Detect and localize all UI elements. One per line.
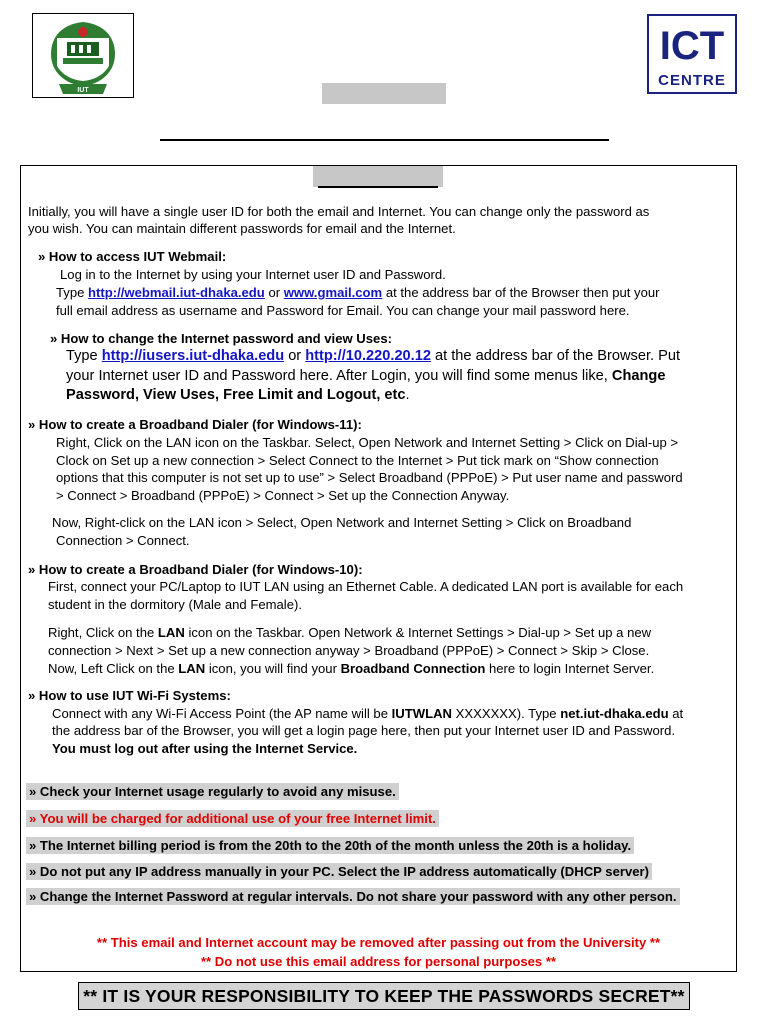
title-underline — [160, 139, 609, 141]
intro-line-2: you wish. You can maintain different passwords for email and the Internet. — [28, 221, 456, 236]
redacted-subtitle — [313, 166, 443, 187]
warning-removal: ** This email and Internet account may be removed after passing out from the University ** — [96, 935, 661, 950]
password-heading: » How to change the Internet password and view Uses: — [50, 331, 392, 346]
webmail-link[interactable]: http://webmail.iut-dhaka.edu — [88, 285, 265, 300]
win11-line-3: options that this computer is not set up to use” > Select Broadband (PPPoE) > Put user name and password — [56, 470, 683, 485]
win10-line-5: Now, Left Click on the LAN icon, you will find your Broadband Connection here to login Internet Server. — [48, 661, 655, 676]
win10-line-4: connection > Next > Set up a new connection anyway > Broadband (PPPoE) > Connect > Skip > Close. — [48, 643, 650, 658]
webmail-line-1: Log in to the Internet by using your Internet user ID and Password. — [60, 267, 446, 282]
iut-seal-icon — [33, 14, 133, 97]
iusers-link[interactable]: http://iusers.iut-dhaka.edu — [101, 348, 285, 364]
win10-line-2: student in the dormitory (Male and Female). — [48, 597, 302, 612]
note-usage: » Check your Internet usage regularly to avoid any misuse. — [26, 783, 399, 801]
win11-line-4: > Connect > Broadband (PPPoE) > Connect > Set up the Connection Anyway. — [56, 488, 510, 503]
webmail-line-3: full email address as username and Password for Email. You can change your mail password here. — [56, 303, 630, 318]
win11-heading: » How to create a Broadband Dialer (for Windows-11): — [28, 417, 362, 432]
iut-seal-label: IUT — [77, 87, 89, 94]
note-billing: » The Internet billing period is from the 20th to the 20th of the month unless the 20th is a holiday. — [26, 837, 634, 855]
note-password: » Change the Internet Password at regular intervals. Do not share your password with any other person. — [26, 888, 680, 906]
wifi-heading: » How to use IUT Wi-Fi Systems: — [28, 688, 231, 703]
ict-centre-icon — [646, 13, 738, 95]
webmail-line-2: Type http://webmail.iut-dhaka.edu or www.gmail.com at the address bar of the Browser then put your — [56, 285, 660, 300]
password-line-2: your Internet user ID and Password here. After Login, you will find some menus like, Change — [66, 368, 666, 384]
wifi-line-3: You must log out after using the Internet Service. — [52, 741, 358, 756]
redacted-title — [322, 83, 446, 104]
intro-line-1: Initially, you will have a single user ID for both the email and Internet. You can change only the password as — [28, 204, 650, 219]
wifi-line-2: the address bar of the Browser, you will get a login page here, then put your Internet user ID and Password. — [52, 723, 676, 738]
win11-line-5: Now, Right-click on the LAN icon > Select, Open Network and Internet Setting > Click on Broadband — [52, 515, 632, 530]
warning-personal: ** Do not use this email address for personal purposes ** — [200, 954, 557, 969]
gmail-link[interactable]: www.gmail.com — [283, 285, 383, 300]
win10-line-1: First, connect your PC/Laptop to IUT LAN using an Ethernet Cable. A dedicated LAN port is available for each — [48, 579, 684, 594]
win11-line-2: Clock on Set up a new connection > Select Connect to the Internet > Put tick mark on “Show connection — [56, 453, 659, 468]
ict-logo-text: ICT — [659, 24, 725, 68]
iut-logo-box — [32, 13, 134, 98]
subtitle-underline — [318, 186, 438, 188]
password-line-3: Password, View Uses, Free Limit and Logout, etc. — [66, 387, 410, 403]
footer-banner: ** IT IS YOUR RESPONSIBILITY TO KEEP THE PASSWORDS SECRET** — [78, 982, 690, 1010]
ip-link[interactable]: http://10.220.20.12 — [305, 348, 431, 364]
win10-line-3: Right, Click on the LAN icon on the Taskbar. Open Network & Internet Settings > Dial-up > Set up a new — [48, 625, 652, 640]
note-charge: » You will be charged for additional use of your free Internet limit. — [26, 810, 439, 828]
centre-logo-text: CENTRE — [658, 72, 726, 89]
win11-line-6: Connection > Connect. — [56, 533, 190, 548]
win10-heading: » How to create a Broadband Dialer (for Windows-10): — [28, 562, 363, 577]
webmail-heading: » How to access IUT Webmail: — [38, 249, 227, 264]
ict-centre-logo — [646, 13, 738, 95]
win11-line-1: Right, Click on the LAN icon on the Taskbar. Select, Open Network and Internet Setting > Click on Dial-up > — [56, 435, 679, 450]
note-ip: » Do not put any IP address manually in your PC. Select the IP address automatically (DHCP server) — [26, 863, 652, 881]
password-line-1: Type http://iusers.iut-dhaka.edu or http://10.220.20.12 at the address bar of the Browser. Put — [66, 348, 681, 364]
wifi-line-1: Connect with any Wi-Fi Access Point (the AP name will be IUTWLAN XXXXXXX). Type net.iut-dhaka.edu at — [52, 706, 684, 721]
